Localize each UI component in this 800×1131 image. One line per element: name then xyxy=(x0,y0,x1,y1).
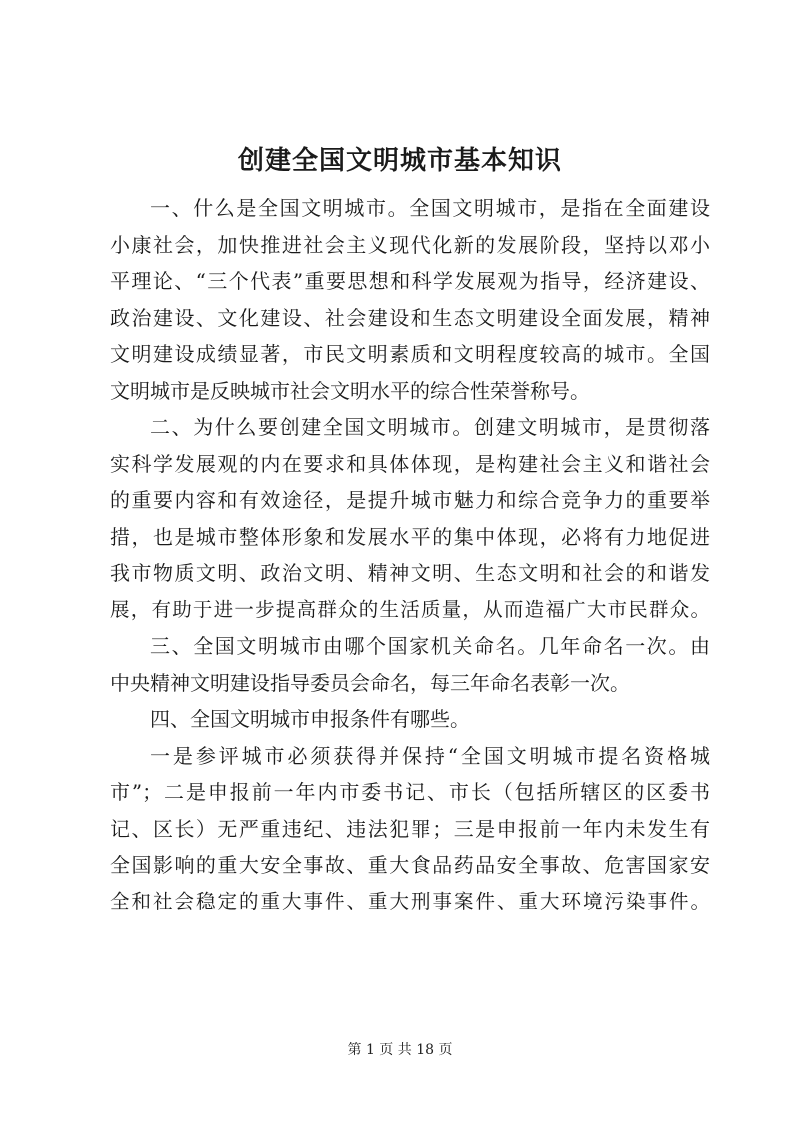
paragraph-5 xyxy=(110,738,710,921)
paragraph-line: 展，有助于进一步提高群众的生活质量，从而造福广大市民群众。 xyxy=(110,597,710,621)
paragraph-line: 全国影响的重大安全事故、重大食品药品安全事故、危害国家安 xyxy=(110,853,710,877)
paragraph-line: 的重要内容和有效途径，是提升城市魅力和综合竞争力的重要举 xyxy=(110,488,710,512)
document-title: 创建全国文明城市基本知识 xyxy=(237,146,562,176)
paragraph-line: 三、全国文明城市由哪个国家机关命名。几年命名一次。由 xyxy=(150,634,710,658)
paragraph-3 xyxy=(110,628,710,701)
paragraph-line: 小康社会，加快推进社会主义现代化新的发展阶段，坚持以邓小 xyxy=(110,232,710,257)
paragraph-line: 我市物质文明、政治文明、精神文明、生态文明和社会的和谐发 xyxy=(110,561,710,585)
paragraph-line: 全和社会稳定的重大事件、重大刑事案件、重大环境污染事件。 xyxy=(110,889,710,913)
paragraph-line: 市”；二是申报前一年内市委书记、市长（包括所辖区的区委书 xyxy=(110,780,710,804)
document-body xyxy=(110,190,710,920)
paragraph-line: 二、为什么要创建全国文明城市。创建文明城市，是贯彻落 xyxy=(150,415,710,439)
paragraph-line: 中央精神文明建设指导委员会命名，每三年命名表彰一次。 xyxy=(110,670,630,695)
paragraph-1 xyxy=(110,190,710,409)
paragraph-line: 一、什么是全国文明城市。全国文明城市，是指在全面建设 xyxy=(150,196,710,220)
paragraph-line: 实科学发展观的内在要求和具体体现，是构建社会主义和谐社会 xyxy=(110,451,710,476)
paragraph-line: 记、区长）无严重违纪、违法犯罪；三是申报前一年内未发生有 xyxy=(110,816,710,841)
paragraph-line: 平理论、“三个代表”重要思想和科学发展观为指导，经济建设、 xyxy=(110,269,710,293)
paragraph-line: 文明建设成绩显著，市民文明素质和文明程度较高的城市。全国 xyxy=(110,342,710,366)
paragraph-4 xyxy=(110,701,710,738)
paragraph-line: 文明城市是反映城市社会文明水平的综合性荣誉称号。 xyxy=(110,378,590,403)
paragraph-line: 四、全国文明城市申报条件有哪些。 xyxy=(150,707,470,731)
paragraph-line: 措，也是城市整体形象和发展水平的集中体现，必将有力地促进 xyxy=(110,524,710,549)
page-number-footer: 第 1 页 共 18 页 xyxy=(347,1042,453,1058)
paragraph-line: 政治建设、文化建设、社会建设和生态文明建设全面发展，精神 xyxy=(110,305,710,330)
paragraph-2 xyxy=(110,409,710,628)
paragraph-line: 一是参评城市必须获得并保持“全国文明城市提名资格城 xyxy=(150,743,710,768)
